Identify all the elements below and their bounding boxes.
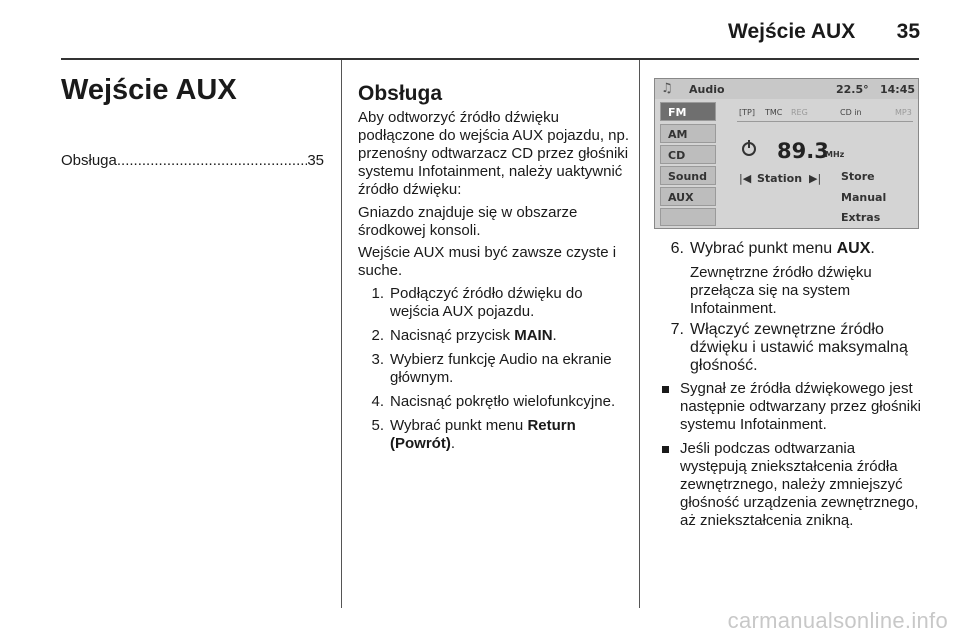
step-5 [364, 417, 630, 453]
step-number: 5. [371, 417, 384, 434]
step-number: 7. [670, 321, 684, 338]
step-text: Podłączyć źródło dźwięku do wejścia AUX pojazdu. [390, 285, 583, 320]
infotainment-screen [654, 78, 919, 229]
location-paragraph: Gniazdo znajduje się w obszarze środkowej konsoli. [358, 204, 578, 239]
step-text: Włączyć zewnętrzne źródło dźwięku i ustawić maksymalną głośność. [690, 321, 908, 374]
steps-list-continued [664, 240, 922, 264]
running-header-title: Wejście AUX [728, 20, 856, 43]
screen-temperature: 22.5° [836, 83, 869, 96]
bullet-text: Jeśli podczas odtwarzania występują zniekształcenia źródła zewnętrznego, należy zmniejszyć głośność urządzenia zewnętrznego, aż zniekształcenia znikną. [680, 440, 919, 529]
previous-icon[interactable]: |◀ [739, 172, 752, 185]
tab-aux[interactable]: AUX [660, 187, 716, 206]
step-punct: . [450, 435, 455, 452]
page-number: 35 [896, 20, 920, 43]
step-keyword: AUX [836, 240, 871, 257]
tp-indicator: [TP] [739, 108, 755, 117]
watermark: carmanualsonline.info [727, 608, 948, 633]
step-punct: . [552, 327, 557, 344]
step-6 [664, 240, 922, 258]
menu-manual[interactable]: Manual [841, 191, 887, 204]
step-1 [364, 285, 630, 321]
step-number: 4. [371, 393, 384, 410]
frequency-unit: MHz [825, 150, 845, 159]
power-icon[interactable] [742, 142, 756, 156]
tmc-indicator: TMC [765, 108, 783, 117]
reg-indicator: REG [791, 108, 808, 117]
cd-in-indicator: CD in [840, 108, 862, 117]
screen-divider [737, 121, 913, 122]
note-icon: ♫ [661, 81, 673, 96]
header-rule [61, 58, 919, 60]
section-title: Obsługa [358, 82, 443, 105]
bullet-square-icon [662, 386, 669, 393]
column-divider-1 [341, 60, 342, 608]
bullet-item [660, 380, 922, 434]
column-divider-2 [639, 60, 640, 608]
step-text: Nacisnąć przycisk [390, 327, 515, 344]
station-label: Station [757, 172, 803, 185]
step-number: 3. [371, 351, 384, 368]
screen-source: Audio [689, 83, 725, 96]
step-text: Wybierz funkcję Audio na ekranie głównym. [390, 351, 612, 386]
chapter-title: Wejście AUX [61, 74, 237, 106]
steps-list-continued-2 [664, 321, 922, 381]
bullet-text: Sygnał ze źródła dźwiękowego jest następnie odtwarzany przez głośniki systemu Infotainment. [680, 380, 921, 433]
toc-leader-dots [117, 152, 307, 169]
step-number: 6. [670, 240, 684, 257]
step-2 [364, 327, 630, 345]
step-text: Wybrać punkt menu [690, 240, 837, 257]
step-text: Nacisnąć pokrętło wielofunkcyjne. [390, 393, 616, 410]
step-text: Wybrać punkt menu [390, 417, 528, 434]
tab-cd[interactable]: CD [660, 145, 716, 164]
menu-store[interactable]: Store [841, 170, 875, 183]
step-4 [364, 393, 630, 411]
toc-entry-label: Obsługa [61, 152, 117, 169]
cleanliness-paragraph: Wejście AUX musi być zawsze czyste i suche. [358, 244, 617, 279]
step-3 [364, 351, 630, 387]
tab-sound[interactable]: Sound [660, 166, 716, 185]
tab-fm[interactable]: FM [660, 102, 716, 121]
screen-clock: 14:45 [880, 83, 916, 96]
step-keyword: MAIN [514, 327, 553, 344]
intro-paragraph: Aby odtworzyć źródło dźwięku podłączone do wejścia AUX pojazdu, np. przenośny odtwarzacz CD przez głośniki systemu Infotainment, należy uaktywnić źródło dźwięku: [358, 109, 630, 198]
step-6-note: Zewnętrzne źródło dźwięku przełącza się na system Infotainment. [690, 264, 872, 317]
step-punct: . [870, 240, 875, 257]
step-number: 1. [371, 285, 384, 302]
bullet-item [660, 440, 922, 530]
step-keyword: Return (Powrót) [390, 417, 576, 452]
step-number: 2. [371, 327, 384, 344]
frequency-display: 89.3 [777, 139, 829, 163]
tab-empty [660, 208, 716, 226]
mp3-indicator: MP3 [895, 108, 912, 117]
toc-entry-page: 35 [307, 152, 324, 169]
next-icon[interactable]: ▶| [809, 172, 822, 185]
bullet-square-icon [662, 446, 669, 453]
tab-am[interactable]: AM [660, 124, 716, 143]
menu-extras[interactable]: Extras [841, 211, 881, 224]
steps-list [364, 285, 630, 459]
toc-entry[interactable] [61, 152, 324, 169]
step-7 [664, 321, 922, 375]
